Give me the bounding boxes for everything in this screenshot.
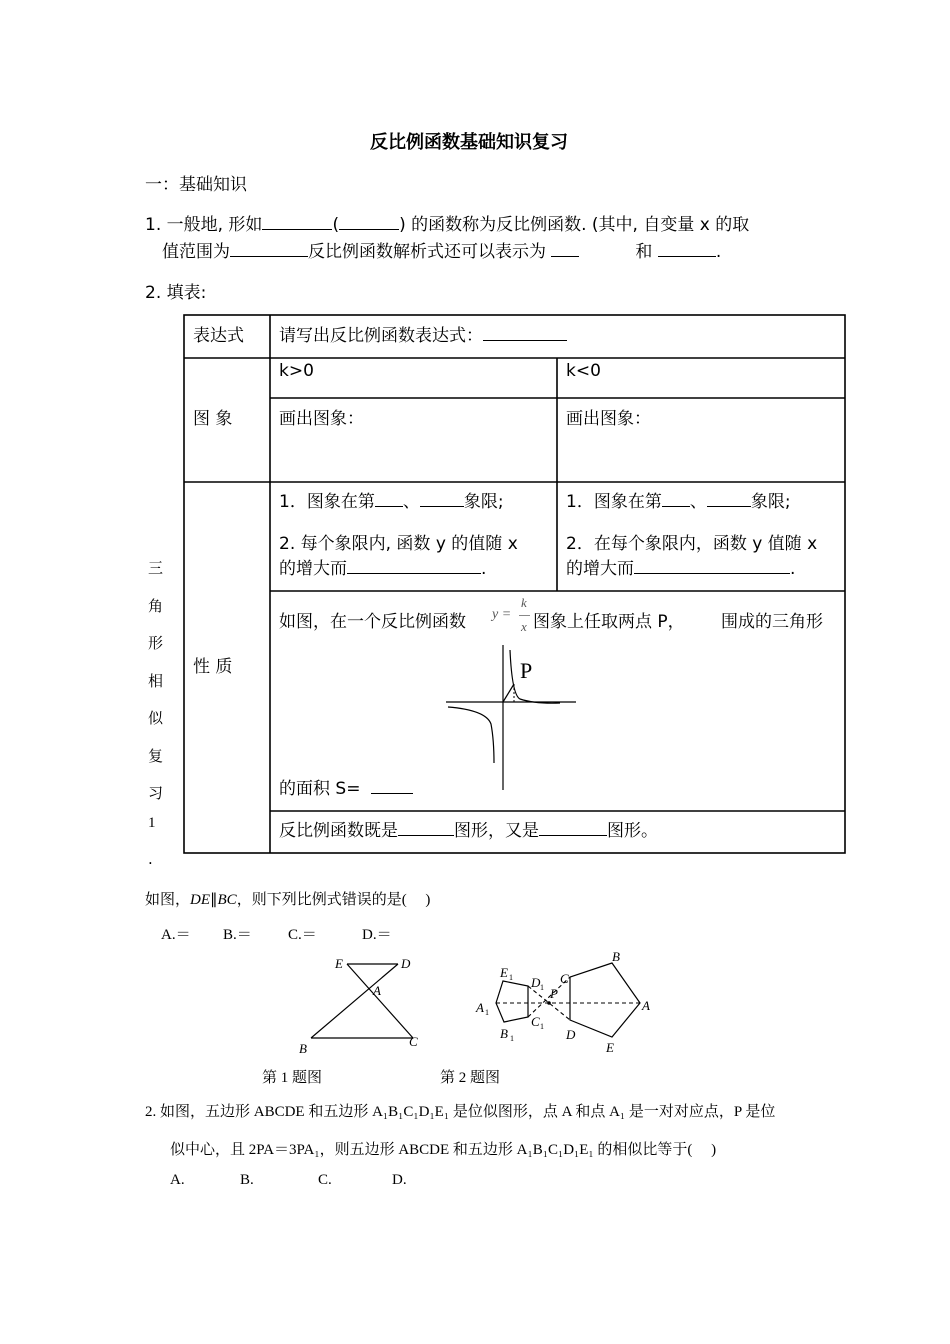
label-d1: D — [531, 975, 541, 990]
figure-1 — [295, 952, 430, 1057]
figure-2-caption: 第 2 题图 — [440, 1070, 501, 1086]
segment-ec — [347, 964, 413, 1038]
triangle-side — [503, 684, 514, 702]
problem1-stem — [145, 888, 430, 909]
label-c: C — [409, 1034, 418, 1049]
label-b: B — [612, 949, 620, 964]
q1-text-c: ) 的函数称为反比例函数. (其中, 自变量 x 的取 — [399, 215, 750, 235]
problem2-line1: 2. 如图，五边形 ABCDE 和五边形 A₁B₁C₁D₁E₁ 是位似图形，点 A 和点 A₁ 是一对对应点，P 是位 — [145, 1104, 776, 1120]
label-p: P — [550, 986, 558, 1001]
problem1-de: DE — [190, 892, 211, 908]
symmetry-line — [279, 816, 658, 841]
vertical-char: 角 — [148, 597, 164, 615]
problem2-option-d[interactable]: D. — [392, 1172, 407, 1188]
label-e: E — [335, 956, 343, 971]
label-a1: A — [476, 1000, 484, 1015]
prop1-right-text-c: 象限; — [750, 492, 791, 512]
pentagon-a1b1c1d1e1 — [496, 981, 528, 1022]
problem1-option-b[interactable]: B.＝ — [223, 927, 252, 943]
area-text-b: 图象上任取两点 P， — [533, 612, 685, 632]
row-head-graph: 图 象 — [193, 409, 233, 429]
draw-left-prompt: 画出图象： — [279, 409, 364, 429]
prop1-right-text-a: 1．图象在第 — [566, 492, 662, 512]
prop1-left-blank2 — [420, 491, 464, 507]
row-head-properties: 性 质 — [193, 657, 233, 677]
prop2-left-blank — [347, 558, 481, 574]
page-title: 反比例函数基础知识复习 — [370, 132, 568, 153]
q1-text-g: . — [715, 242, 722, 262]
formula-k: k — [521, 595, 527, 610]
problem1-option-d[interactable]: D.＝ — [362, 927, 392, 943]
section-heading: 一：基础知识 — [145, 175, 247, 195]
prop1-left-text-a: 1．图象在第 — [279, 492, 375, 512]
vertical-char: 习 — [148, 784, 164, 802]
vertical-char: 似 — [148, 709, 164, 727]
draw-right-prompt: 画出图象： — [566, 409, 651, 429]
prop2-right-line1: 2．在每个象限内，函数 y 值随 x — [566, 534, 818, 554]
prop1-right-blank1 — [662, 491, 690, 507]
prop2-right-blank — [634, 558, 790, 574]
problem2-option-a[interactable]: A. — [170, 1172, 185, 1188]
vertical-char: 形 — [148, 634, 164, 652]
expression-blank — [483, 325, 567, 341]
point-p — [547, 1001, 551, 1005]
hyperbola-branch-1 — [510, 650, 560, 703]
hyperbola-figure — [440, 640, 585, 795]
row-head-expression: 表达式 — [193, 326, 244, 346]
symmetry-blank1 — [398, 820, 454, 836]
label-b: B — [299, 1041, 307, 1056]
k-negative-label: k<0 — [566, 361, 601, 381]
label-c1: C — [531, 1014, 540, 1029]
symmetry-blank2 — [539, 820, 607, 836]
figure-2 — [470, 948, 660, 1060]
segment-db — [311, 964, 398, 1038]
formula-y-k-over-x — [492, 597, 532, 637]
problem1-option-a[interactable]: A.＝ — [161, 927, 191, 943]
label-d1-sub: 1 — [540, 983, 544, 992]
formula-y: y = — [492, 607, 512, 622]
q2-heading: 2. 填表: — [145, 283, 207, 303]
point-p-label: P — [520, 658, 533, 683]
prop1-left-blank1 — [375, 491, 403, 507]
prop1-right-text-b: 、 — [689, 492, 707, 512]
label-a: A — [373, 983, 381, 998]
area-text-c: 围成的三角形 — [721, 612, 823, 632]
hyperbola-branch-2 — [448, 707, 494, 763]
figure-1-caption: 第 1 题图 — [262, 1070, 323, 1086]
problem1-text-a: 如图， — [145, 892, 191, 908]
label-a1-sub: 1 — [485, 1008, 489, 1017]
problem1-text-b: ，则下列比例式错误的是( ) — [236, 892, 431, 908]
area-text-a: 如图，在一个反比例函数 — [279, 612, 466, 632]
q1-text-f: 和 — [635, 242, 653, 262]
vertical-char: 1 — [148, 815, 156, 831]
formula-fraction-bar — [519, 615, 530, 616]
label-e1: E — [500, 965, 508, 980]
prop2-left-dot: . — [481, 559, 487, 579]
k-positive-label: k>0 — [279, 361, 314, 381]
label-d: D — [566, 1027, 576, 1042]
label-b1: B — [500, 1026, 508, 1041]
label-c: C — [560, 971, 569, 986]
label-b1-sub: 1 — [510, 1034, 514, 1043]
prop2-left-line2 — [279, 554, 486, 579]
prop1-left-text-c: 象限; — [463, 492, 504, 512]
pentagon-abcde — [570, 963, 640, 1037]
q1-text-e: 反比例函数解析式还可以表示为 — [308, 242, 546, 262]
expression-text: 请写出反比例函数表达式： — [279, 326, 483, 346]
label-d: D — [401, 956, 411, 971]
prop1-left-text-b: 、 — [402, 492, 420, 512]
expression-prompt — [279, 321, 567, 346]
vertical-char: . — [148, 850, 153, 868]
symmetry-text-c: 图形。 — [607, 821, 658, 841]
problem1-parallel: ∥ — [210, 892, 218, 908]
prop1-right — [566, 487, 791, 512]
vertical-char: 三 — [148, 559, 164, 577]
problem2-option-b[interactable]: B. — [240, 1172, 254, 1188]
vertical-char: 相 — [148, 672, 164, 690]
prop2-left-text: 的增大而 — [279, 559, 347, 579]
problem2-option-c[interactable]: C. — [318, 1172, 332, 1188]
label-e1-sub: 1 — [509, 973, 513, 982]
q1-text-d: 值范围为 — [162, 242, 230, 262]
prop1-right-blank2 — [707, 491, 751, 507]
formula-x: x — [521, 619, 527, 634]
q1-text-a: 1. 一般地, 形如 — [145, 215, 263, 235]
problem2-line2: 似中心，且 2PA＝3PA₁，则五边形 ABCDE 和五边形 A₁B₁C₁D₁E₁ 的相似比等于( ) — [170, 1142, 717, 1158]
area-blank — [371, 778, 413, 794]
label-e: E — [606, 1040, 614, 1055]
problem1-bc: BC — [217, 892, 237, 908]
label-c1-sub: 1 — [540, 1022, 544, 1031]
problem1-option-c[interactable]: C.＝ — [288, 927, 317, 943]
vertical-char: 复 — [148, 747, 164, 765]
prop2-right-dot: . — [790, 559, 796, 579]
label-a: A — [642, 998, 650, 1013]
area-text-d: 的面积 S= — [279, 779, 361, 799]
prop1-left — [279, 487, 504, 512]
prop2-right-text: 的增大而 — [566, 559, 634, 579]
prop2-left-line1: 2. 每个象限内, 函数 y 的值随 x — [279, 534, 518, 554]
q1-text-b: ( — [332, 215, 340, 235]
symmetry-text-b: 图形，又是 — [454, 821, 539, 841]
prop2-right-line2 — [566, 554, 795, 579]
area-answer — [279, 774, 413, 799]
symmetry-text-a: 反比例函数既是 — [279, 821, 398, 841]
